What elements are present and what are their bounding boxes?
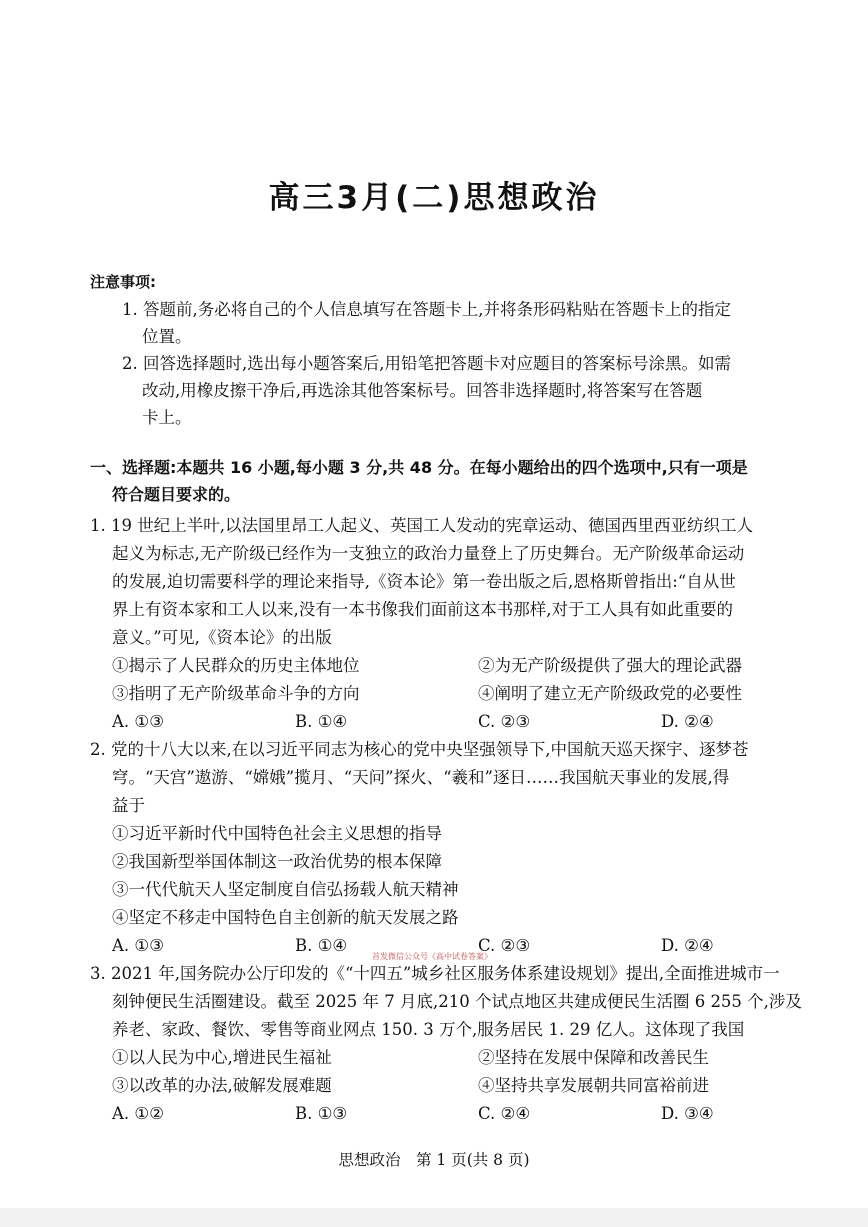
notice-line: 卡上。: [142, 408, 192, 427]
q3-item: ①以人民为中心,增进民生福祉: [112, 1048, 332, 1067]
q3-item: ②坚持在发展中保障和改善民生: [478, 1048, 709, 1067]
notice-line: 1. 答题前,务必将自己的个人信息填写在答题卡上,并将条形码粘贴在答题卡上的指定: [122, 300, 731, 319]
q2-choice-a: A. ①③: [112, 936, 164, 955]
q2-choice-c: C. ②③: [478, 936, 531, 955]
q2-item: ③一代代航天人坚定制度自信弘扬载人航天精神: [112, 880, 459, 899]
q2-choice-b: B. ①④: [295, 936, 348, 955]
q1-item: ③指明了无产阶级革命斗争的方向: [112, 684, 360, 703]
q2-stem-line: 2. 党的十八大以来,在以习近平同志为核心的党中央坚强领导下,中国航天巡天探宇、逐梦苍: [90, 740, 749, 759]
q3-item: ④坚持共享发展朝共同富裕前进: [478, 1076, 709, 1095]
q1-stem-line: 1. 19 世纪上半叶,以法国里昂工人起义、英国工人发动的宪章运动、德国西里西亚纺织工人: [90, 516, 753, 535]
notice-line: 2. 回答选择题时,选出每小题答案后,用铅笔把答题卡对应题目的答案标号涂黑。如需: [122, 354, 731, 373]
q1-stem-line: 意义。”可见,《资本论》的出版: [112, 628, 332, 647]
q1-choice-b: B. ①④: [295, 712, 348, 731]
q1-item: ①揭示了人民群众的历史主体地位: [112, 656, 360, 675]
page-footer: 思想政治 第 1 页(共 8 页): [338, 1151, 530, 1169]
q1-stem-line: 起义为标志,无产阶级已经作为一支独立的政治力量登上了历史舞台。无产阶级革命运动: [112, 544, 745, 563]
notice-line: 位置。: [142, 327, 192, 346]
q3-stem-line: 3. 2021 年,国务院办公厅印发的《“十四五”城乡社区服务体系建设规划》提出,全面推进城市一: [90, 964, 780, 983]
q1-choice-c: C. ②③: [478, 712, 531, 731]
q1-choice-a: A. ①③: [112, 712, 164, 731]
q3-choice-b: B. ①③: [295, 1104, 348, 1123]
q1-stem-line: 的发展,迫切需要科学的理论来指导,《资本论》第一卷出版之后,恩格斯曾指出:“自从世: [112, 572, 736, 591]
q3-stem-line: 刻钟便民生活圈建设。截至 2025 年 7 月底,210 个试点地区共建成便民生活圈 6 255 个,涉及: [112, 992, 802, 1011]
q3-choice-d: D. ③④: [661, 1104, 714, 1123]
q2-stem-line: 益于: [112, 796, 145, 815]
q1-choice-d: D. ②④: [661, 712, 714, 731]
page-title: 高三3月(二)思想政治: [268, 180, 600, 216]
section-heading-cont: 符合题目要求的。: [112, 485, 241, 504]
notice-heading: 注意事项:: [90, 273, 156, 291]
q1-stem-line: 界上有资本家和工人以来,没有一本书像我们面前这本书那样,对于工人具有如此重要的: [112, 600, 733, 619]
q3-choice-c: C. ②④: [478, 1104, 531, 1123]
q2-choice-d: D. ②④: [661, 936, 714, 955]
q3-stem-line: 养老、家政、餐饮、零售等商业网点 150. 3 万个,服务居民 1. 29 亿人。这体现了我国: [112, 1020, 745, 1039]
page-bottom-edge: [0, 1208, 868, 1227]
q2-item: ②我国新型举国体制这一政治优势的根本保障: [112, 852, 442, 871]
q2-stem-line: 穹。“天宫”遨游、“嫦娥”揽月、“天问”探火、“羲和”逐日……我国航天事业的发展,得: [112, 768, 730, 787]
q1-item: ②为无产阶级提供了强大的理论武器: [478, 656, 742, 675]
q3-choice-a: A. ①②: [112, 1104, 164, 1123]
q1-item: ④阐明了建立无产阶级政党的必要性: [478, 684, 742, 703]
q2-item: ①习近平新时代中国特色社会主义思想的指导: [112, 824, 442, 843]
q3-item: ③以改革的办法,破解发展难题: [112, 1076, 332, 1095]
q2-item: ④坚定不移走中国特色自主创新的航天发展之路: [112, 908, 459, 927]
section-heading: 一、选择题:本题共 16 小题,每小题 3 分,共 48 分。在每小题给出的四个选项中,只有一项是: [90, 458, 748, 477]
notice-line: 改动,用橡皮擦干净后,再选涂其他答案标号。回答非选择题时,将答案写在答题: [142, 381, 703, 400]
watermark: 首发微信公众号《高中试卷答案》: [372, 952, 492, 961]
